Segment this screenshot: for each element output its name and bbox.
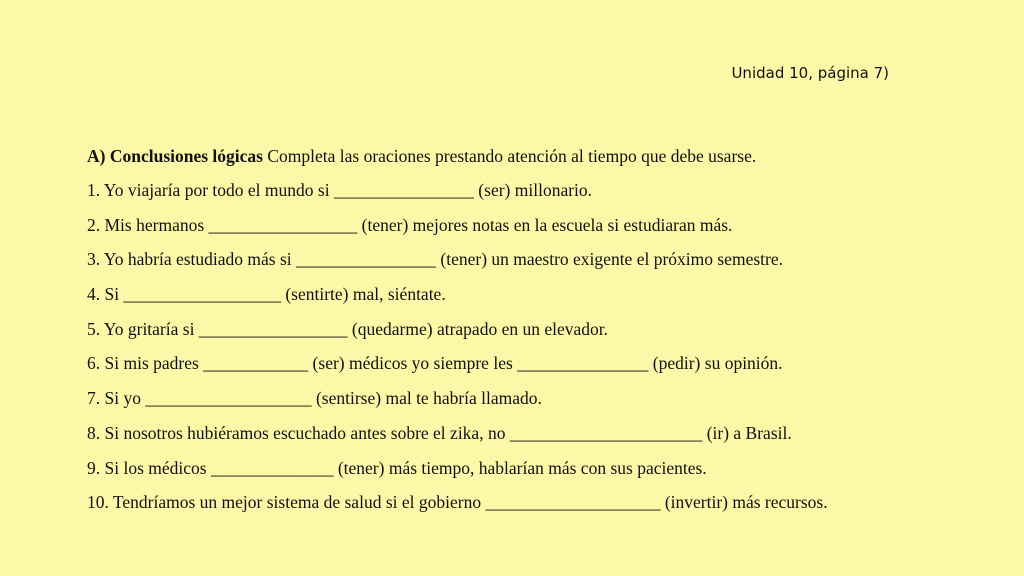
sentence-1: 1. Yo viajaría por todo el mundo si ________________ (ser) millonario. <box>87 180 593 200</box>
exercise-title: A) Conclusiones lógicas <box>87 146 263 166</box>
page-reference: Unidad 10, página 7) <box>731 64 889 82</box>
sentence-8: 8. Si nosotros hubiéramos escuchado antes sobre el zika, no ______________________ (ir) a Brasil. <box>87 422 792 443</box>
sentence-2: 2. Mis hermanos _________________ (tener) mejores notas en la escuela si estudiaran más. <box>87 214 733 235</box>
sentence-5: 5. Yo gritaría si _________________ (quedarme) atrapado en un elevador. <box>87 318 608 339</box>
sentence-4: 4. Si __________________ (sentirte) mal, siéntate. <box>87 284 446 305</box>
sentence-3: 3. Yo habría estudiado más si ________________ (tener) un maestro exigente el próximo semestre. <box>87 249 783 270</box>
sentence-9: 9. Si los médicos ______________ (tener) más tiempo, hablarían más con sus pacientes. <box>87 457 707 478</box>
exercise-content <box>87 145 947 526</box>
sentence-7: 7. Si yo ___________________ (sentirse) mal te habría llamado. <box>87 388 542 409</box>
sentence-10: 10. Tendríamos un mejor sistema de salud si el gobierno ____________________ (invertir) más recursos. <box>87 492 828 513</box>
exercise-instruction <box>87 145 947 171</box>
sentence-6: 6. Si mis padres ____________ (ser) médicos yo siempre les _______________ (pedir) su opinión. <box>87 353 783 374</box>
instruction-text: Completa las oraciones prestando atención al tiempo que debe usarse. <box>262 146 757 166</box>
